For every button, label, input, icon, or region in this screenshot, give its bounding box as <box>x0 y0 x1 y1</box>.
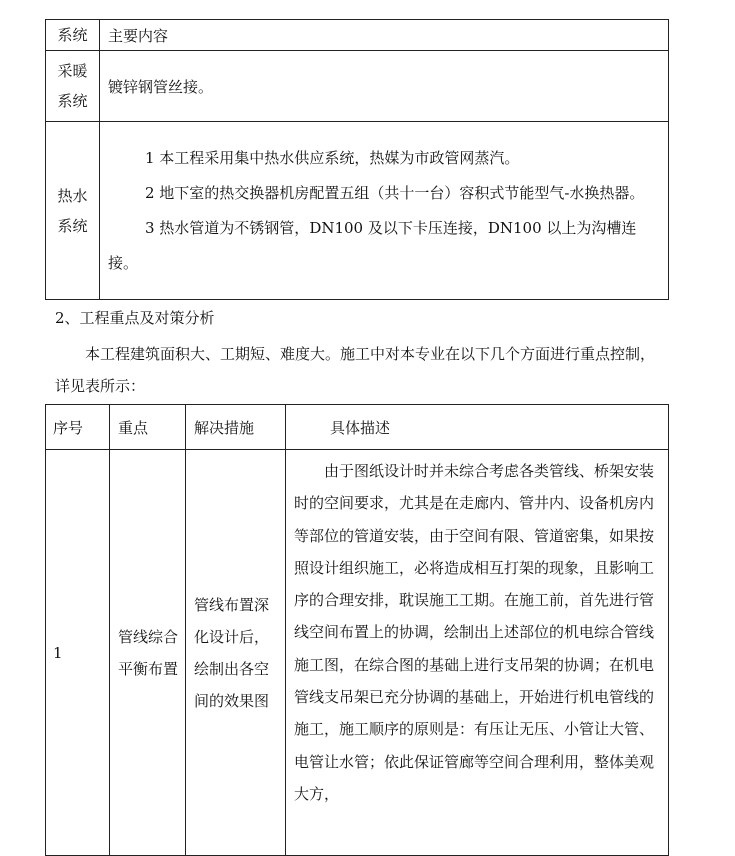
system-label <box>46 51 100 122</box>
row-focus: 管线综合平衡布置 <box>110 450 186 856</box>
label-line: 采暖 <box>57 62 88 80</box>
row-num: 1 <box>46 450 110 856</box>
system-content <box>100 122 669 300</box>
content-item: 1 本工程采用集中热水供应系统，热媒为市政管网蒸汽。 <box>145 148 520 167</box>
table-header-row <box>46 405 669 450</box>
content-item: 3 热水管道为不锈钢管，DN100 及以下卡压连接，DN100 以上为沟槽连接。 <box>108 218 637 272</box>
section-heading: 2、工程重点及对策分析 <box>55 309 215 327</box>
table-row <box>46 450 669 856</box>
table-header-row <box>46 20 669 51</box>
section-body: 本工程建筑面积大、工期短、难度大。施工中对本专业在以下几个方面进行重点控制，详见表所示： <box>55 345 656 395</box>
system-label <box>46 122 100 300</box>
row-description: 由于图纸设计时并未综合考虑各类管线、桥架安装时的空间要求，尤其是在走廊内、管井内、设备机房内等部位的管道安装，由于空间有限、管道密集，如果按照设计组织施工，必将造成相互打架的现象，且影响工序的合理安排，耽误施工工期。在施工前，首先进行管线空间布置上的协调，绘制出上述部位的机电综合管线施工图，在综合图的基础上进行支吊架的协调；在机电管线支吊架已充分协调的基础上，开始进行机电管线的施工，施工顺序的原则是：有压让无压、小管让大管、电管让水管；依此保证管廊等空间合理利用，整体美观大方， <box>286 450 669 856</box>
label-line: 系统 <box>57 92 88 110</box>
systems-table <box>45 19 669 300</box>
header-focus: 重点 <box>110 405 186 450</box>
header-measure: 解决措施 <box>186 405 286 450</box>
content-item: 2 地下室的热交换器机房配置五组（共十一台）容积式节能型气-水换热器。 <box>145 183 645 202</box>
system-content: 镀锌钢管丝接。 <box>100 51 669 122</box>
header-num: 序号 <box>46 405 110 450</box>
key-points-table <box>45 404 669 856</box>
row-measure: 管线布置深化设计后，绘制出各空间的效果图 <box>186 450 286 856</box>
label-line: 热水 <box>57 186 88 205</box>
label-line: 系统 <box>57 216 88 235</box>
table-row <box>46 51 669 122</box>
header-system: 系统 <box>46 20 100 51</box>
table-row <box>46 122 669 300</box>
header-description: 具体描述 <box>286 405 669 450</box>
header-content: 主要内容 <box>100 20 669 51</box>
